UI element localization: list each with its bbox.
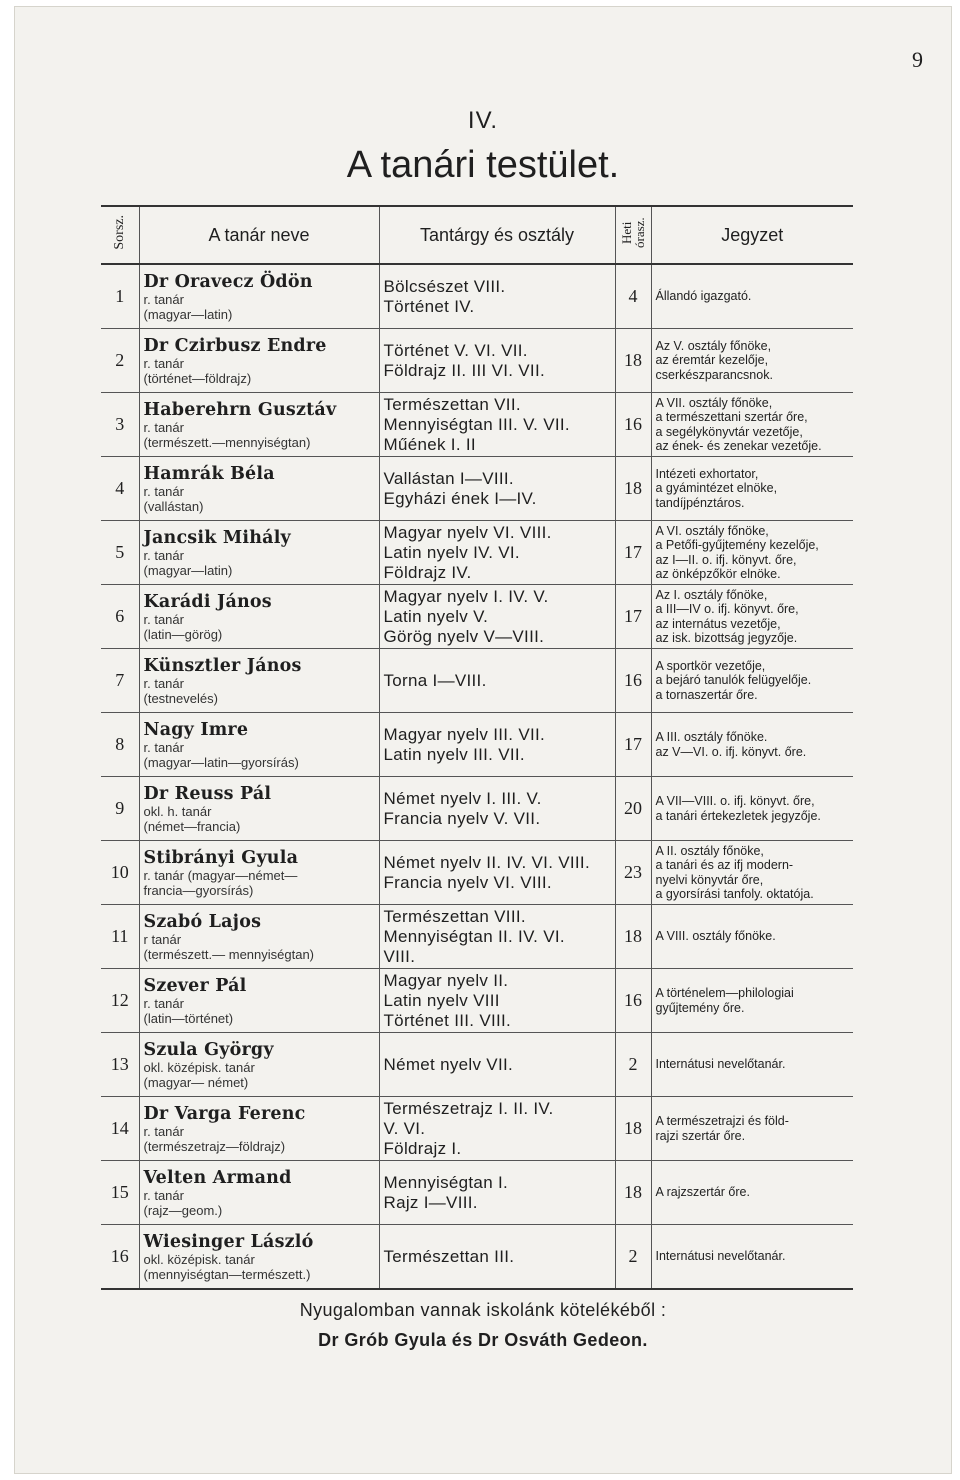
staff-table-body (101, 264, 853, 1289)
note-line: Állandó igazgató. (655, 289, 752, 304)
subject-class-line: Német nyelv II. IV. VI. VIII. (383, 852, 590, 872)
table-row (101, 713, 853, 777)
subject-class-line: Történet IV. (383, 296, 475, 316)
note-cell (651, 521, 853, 585)
teacher-rank: r. tanár (143, 483, 184, 499)
document-page (14, 6, 952, 1474)
weekly-hours: 16 (615, 649, 651, 713)
weekly-hours: 4 (615, 264, 651, 329)
teacher-cell (139, 521, 379, 585)
weekly-hours: 20 (615, 777, 651, 841)
teacher-rank: okl. középisk. tanár (143, 1251, 255, 1267)
subject-class-line: Műének I. II (383, 434, 476, 454)
note-cell (651, 713, 853, 777)
note-line: Internátusi nevelőtanár. (655, 1249, 786, 1264)
teacher-subjects: (természett.— mennyiségtan) (143, 946, 315, 962)
note-line: A II. osztály főnöke, (655, 843, 764, 858)
note-line: az isk. bizottság jegyzője. (655, 631, 798, 645)
teacher-cell (139, 1161, 379, 1225)
subject-class-line: Magyar nyelv II. (383, 970, 509, 990)
row-number: 6 (101, 585, 139, 649)
note-cell (651, 393, 853, 457)
note-cell (651, 585, 853, 649)
note-line: a bejáró tanulók felügyelője. (655, 673, 812, 688)
subject-cell (379, 969, 615, 1033)
note-line: az ének- és zenekar vezetője. (655, 439, 822, 453)
teacher-name: Dr Varga Ferenc (143, 1103, 306, 1124)
teacher-rank: r. tanár (143, 739, 184, 755)
subject-class-line: Német nyelv VII. (383, 1054, 514, 1074)
subject-class-line: Latin nyelv III. VII. (383, 744, 525, 764)
weekly-hours: 17 (615, 585, 651, 649)
subject-cell (379, 457, 615, 521)
note-line: a III—IV o. ifj. könyvt. őre, (655, 602, 799, 616)
note-line: A VII. osztály főnöke, (655, 395, 773, 410)
weekly-hours: 17 (615, 713, 651, 777)
teacher-name: Szula György (143, 1039, 274, 1060)
teacher-name: Velten Armand (143, 1167, 292, 1188)
row-number: 7 (101, 649, 139, 713)
subject-class-line: Magyar nyelv III. VII. (383, 724, 546, 744)
note-line: gyűjtemény őre. (655, 1000, 745, 1015)
subject-cell (379, 521, 615, 585)
note-cell (651, 329, 853, 393)
teacher-rank: r. tanár (143, 291, 184, 307)
table-row (101, 457, 853, 521)
teacher-rank: r. tanár (magyar—német— (143, 867, 298, 883)
teacher-subjects: (magyar—latin) (143, 562, 233, 578)
header-name: A tanár neve (139, 206, 379, 264)
subject-class-line: Latin nyelv V. (383, 606, 489, 626)
subject-class-line: Francia nyelv V. VII. (383, 808, 541, 828)
subject-class-line: Egyházi ének I—IV. (383, 488, 537, 508)
teacher-name: Dr Czirbusz Endre (143, 335, 327, 356)
row-number: 2 (101, 329, 139, 393)
table-row (101, 329, 853, 393)
row-number: 10 (101, 841, 139, 905)
subject-class-line: Történet III. VIII. (383, 1010, 512, 1030)
weekly-hours: 18 (615, 1161, 651, 1225)
note-line: A III. osztály főnöke. (655, 730, 768, 744)
row-number: 13 (101, 1033, 139, 1097)
teacher-cell (139, 841, 379, 905)
note-line: a gyámintézet elnöke, (655, 481, 778, 496)
subject-class-line: Német nyelv I. III. V. (383, 788, 542, 808)
table-row (101, 521, 853, 585)
subject-class-line: Latin nyelv IV. VI. (383, 542, 520, 562)
teacher-name: Nagy Imre (143, 719, 249, 740)
note-cell (651, 1225, 853, 1290)
row-number: 16 (101, 1225, 139, 1290)
teacher-subjects: (magyar— német) (143, 1074, 249, 1090)
weekly-hours: 18 (615, 1097, 651, 1161)
subject-class-line: Földrajz II. III VI. VII. (383, 360, 545, 380)
note-cell (651, 905, 853, 969)
subject-cell (379, 713, 615, 777)
teacher-cell (139, 969, 379, 1033)
note-line: a segélykönyvtár vezetője, (655, 424, 803, 439)
subject-class-line: Rajz I—VIII. (383, 1192, 478, 1212)
subject-class-line: V. VI. (383, 1118, 426, 1138)
weekly-hours: 18 (615, 905, 651, 969)
subject-class-line: Latin nyelv VIII (383, 990, 500, 1010)
subject-class-line: Mennyiségtan I. (383, 1172, 509, 1192)
teacher-name: Szever Pál (143, 975, 247, 996)
teacher-rank: r. tanár (143, 355, 184, 371)
header-hours: Heti órasz. (615, 206, 651, 264)
note-cell (651, 1097, 853, 1161)
teacher-subjects: francia—gyorsírás) (143, 882, 254, 898)
row-number: 14 (101, 1097, 139, 1161)
subject-class-line: Vallástan I—VIII. (383, 468, 514, 488)
weekly-hours: 2 (615, 1225, 651, 1290)
teacher-rank: r. tanár (143, 611, 184, 627)
note-line: Internátusi nevelőtanár. (655, 1057, 786, 1072)
table-row (101, 841, 853, 905)
teacher-cell (139, 777, 379, 841)
weekly-hours: 17 (615, 521, 651, 585)
note-line: A VI. osztály főnöke, (655, 523, 769, 538)
teacher-rank: r tanár (143, 931, 182, 947)
row-number: 8 (101, 713, 139, 777)
row-number: 11 (101, 905, 139, 969)
staff-table (101, 205, 853, 1290)
teacher-cell (139, 329, 379, 393)
note-line: az éremtár kezelője, (655, 353, 769, 368)
table-row (101, 585, 853, 649)
teacher-subjects: (természett.—mennyiségtan) (143, 434, 311, 450)
teacher-name: Künsztler János (143, 655, 302, 676)
subject-class-line: Természetrajz I. II. IV. (383, 1098, 554, 1118)
page-number: 9 (912, 47, 923, 72)
subject-cell (379, 1225, 615, 1290)
teacher-rank: r. tanár (143, 675, 184, 691)
subject-cell (379, 329, 615, 393)
table-row (101, 905, 853, 969)
teacher-cell (139, 1033, 379, 1097)
note-cell (651, 969, 853, 1033)
teacher-cell (139, 713, 379, 777)
note-line: Az I. osztály főnöke, (655, 587, 768, 602)
note-line: A természetrajzi és föld- (655, 1114, 789, 1128)
weekly-hours: 16 (615, 969, 651, 1033)
subject-cell (379, 649, 615, 713)
header-subject: Tantárgy és osztály (379, 206, 615, 264)
row-number: 1 (101, 264, 139, 329)
note-line: A VIII. osztály főnöke. (655, 929, 776, 944)
footer-line-retired: Nyugalomban vannak iskolánk kötelékéből : (299, 1300, 667, 1320)
subject-class-line: Mennyiségtan II. IV. VI. (383, 926, 565, 946)
weekly-hours: 23 (615, 841, 651, 905)
teacher-cell (139, 264, 379, 329)
note-line: rajzi szertár őre. (655, 1128, 746, 1143)
subject-class-line: Földrajz I. (383, 1138, 462, 1158)
note-cell (651, 457, 853, 521)
header-no: Sorsz. (101, 206, 139, 264)
note-line: A történelem—philologiai (655, 986, 794, 1000)
table-row (101, 1097, 853, 1161)
teacher-name: Haberehrn Gusztáv (143, 399, 337, 420)
note-cell (651, 649, 853, 713)
note-line: tandíjpénztáros. (655, 495, 745, 510)
teacher-cell (139, 1097, 379, 1161)
note-line: a tanári és az ifj modern- (655, 858, 794, 872)
section-number: IV. (467, 107, 499, 134)
teacher-rank: r. tanár (143, 419, 184, 435)
table-row (101, 393, 853, 457)
note-line: a természettani szertár őre, (655, 410, 808, 424)
teacher-rank: r. tanár (143, 995, 184, 1011)
teacher-name: Wiesinger László (143, 1231, 314, 1252)
note-cell (651, 841, 853, 905)
teacher-cell (139, 585, 379, 649)
header-note: Jegyzet (651, 206, 853, 264)
table-row (101, 1225, 853, 1290)
note-cell (651, 777, 853, 841)
teacher-rank: r. tanár (143, 1123, 184, 1139)
footer-note (15, 1295, 951, 1355)
subject-class-line: Természettan VIII. (383, 906, 526, 926)
subject-cell (379, 841, 615, 905)
row-number: 3 (101, 393, 139, 457)
table-header-row (101, 206, 853, 264)
weekly-hours: 16 (615, 393, 651, 457)
teacher-name: Stibrányi Gyula (143, 847, 299, 868)
note-line: az internátus vezetője, (655, 616, 781, 631)
note-line: Intézeti exhortator, (655, 466, 759, 481)
footer-line-names: Dr Grób Gyula és Dr Osváth Gedeon. (318, 1330, 648, 1350)
note-line: a gyorsírási tanfoly. oktatója. (655, 887, 814, 901)
teacher-subjects: (latin—történet) (143, 1010, 234, 1026)
teacher-subjects: (magyar—latin) (143, 306, 233, 322)
teacher-rank: r. tanár (143, 547, 184, 563)
note-line: nyelvi könyvtár őre, (655, 872, 764, 887)
teacher-name: Dr Oravecz Ödön (143, 271, 313, 292)
table-row (101, 1161, 853, 1225)
teacher-subjects: (rajz—geom.) (143, 1202, 223, 1218)
row-number: 4 (101, 457, 139, 521)
teacher-name: Szabó Lajos (143, 911, 262, 932)
note-line: a tanári értekezletek jegyzője. (655, 808, 821, 823)
subject-class-line: Földrajz IV. (383, 562, 472, 582)
teacher-subjects: (magyar—latin—gyorsírás) (143, 754, 299, 770)
teacher-name: Hamrák Béla (143, 463, 275, 484)
subject-cell (379, 585, 615, 649)
subject-class-line: Mennyiségtan III. V. VII. (383, 414, 570, 434)
teacher-cell (139, 1225, 379, 1290)
note-line: A VII—VIII. o. ifj. könyvt. őre, (655, 794, 815, 808)
subject-class-line: Magyar nyelv I. IV. V. (383, 586, 549, 606)
table-row (101, 969, 853, 1033)
subject-class-line: Történet V. VI. VII. (383, 340, 528, 360)
subject-class-line: Francia nyelv VI. VIII. (383, 872, 552, 892)
note-line: cserkészparancsnok. (655, 367, 773, 382)
note-line: az V—VI. o. ifj. könyvt. őre. (655, 744, 807, 759)
row-number: 15 (101, 1161, 139, 1225)
subject-cell (379, 264, 615, 329)
subject-class-line: Bölcsészet VIII. (383, 276, 506, 296)
teacher-subjects: (vallástan) (143, 498, 204, 514)
subject-class-line: Természettan VII. (383, 394, 521, 414)
subject-class-line: Természettan III. (383, 1246, 515, 1266)
table-row (101, 1033, 853, 1097)
table-row (101, 649, 853, 713)
subject-cell (379, 1033, 615, 1097)
teacher-subjects: (latin—görög) (143, 626, 223, 642)
teacher-cell (139, 649, 379, 713)
note-line: a tornaszertár őre. (655, 687, 758, 702)
note-cell (651, 1161, 853, 1225)
teacher-rank: okl. középisk. tanár (143, 1059, 255, 1075)
teacher-subjects: (történet—földrajz) (143, 370, 252, 386)
subject-class-line: Görög nyelv V—VIII. (383, 626, 545, 646)
note-cell (651, 1033, 853, 1097)
row-number: 5 (101, 521, 139, 585)
table-row (101, 264, 853, 329)
weekly-hours: 18 (615, 329, 651, 393)
teacher-subjects: (természetrajz—földrajz) (143, 1138, 286, 1154)
teacher-subjects: (német—francia) (143, 818, 241, 834)
subject-class-line: Magyar nyelv VI. VIII. (383, 522, 552, 542)
subject-cell (379, 1097, 615, 1161)
teacher-name: Karádi János (143, 591, 272, 612)
teacher-rank: r. tanár (143, 1187, 184, 1203)
section-title: A tanári testület. (346, 144, 620, 186)
note-line: a Petőfi-gyűjtemény kezelője, (655, 538, 819, 552)
subject-cell (379, 1161, 615, 1225)
teacher-cell (139, 905, 379, 969)
weekly-hours: 18 (615, 457, 651, 521)
note-cell (651, 264, 853, 329)
row-number: 9 (101, 777, 139, 841)
table-row (101, 777, 853, 841)
row-number: 12 (101, 969, 139, 1033)
note-line: az I—II. o. ifj. könyvt. őre, (655, 552, 797, 567)
teacher-rank: okl. h. tanár (143, 803, 212, 819)
teacher-subjects: (testnevelés) (143, 690, 218, 706)
subject-class-line: Torna I—VIII. (383, 670, 487, 690)
teacher-cell (139, 393, 379, 457)
teacher-cell (139, 457, 379, 521)
note-line: Az V. osztály főnöke, (655, 338, 772, 353)
note-line: A sportkör vezetője, (655, 658, 766, 673)
note-line: az önképzőkör elnöke. (655, 567, 781, 581)
subject-class-line: VIII. (383, 946, 416, 966)
weekly-hours: 2 (615, 1033, 651, 1097)
subject-cell (379, 905, 615, 969)
subject-cell (379, 777, 615, 841)
teacher-name: Jancsik Mihály (143, 527, 291, 548)
note-line: A rajzszertár őre. (655, 1185, 750, 1200)
subject-cell (379, 393, 615, 457)
teacher-name: Dr Reuss Pál (143, 783, 272, 804)
teacher-subjects: (mennyiségtan—természett.) (143, 1266, 311, 1282)
